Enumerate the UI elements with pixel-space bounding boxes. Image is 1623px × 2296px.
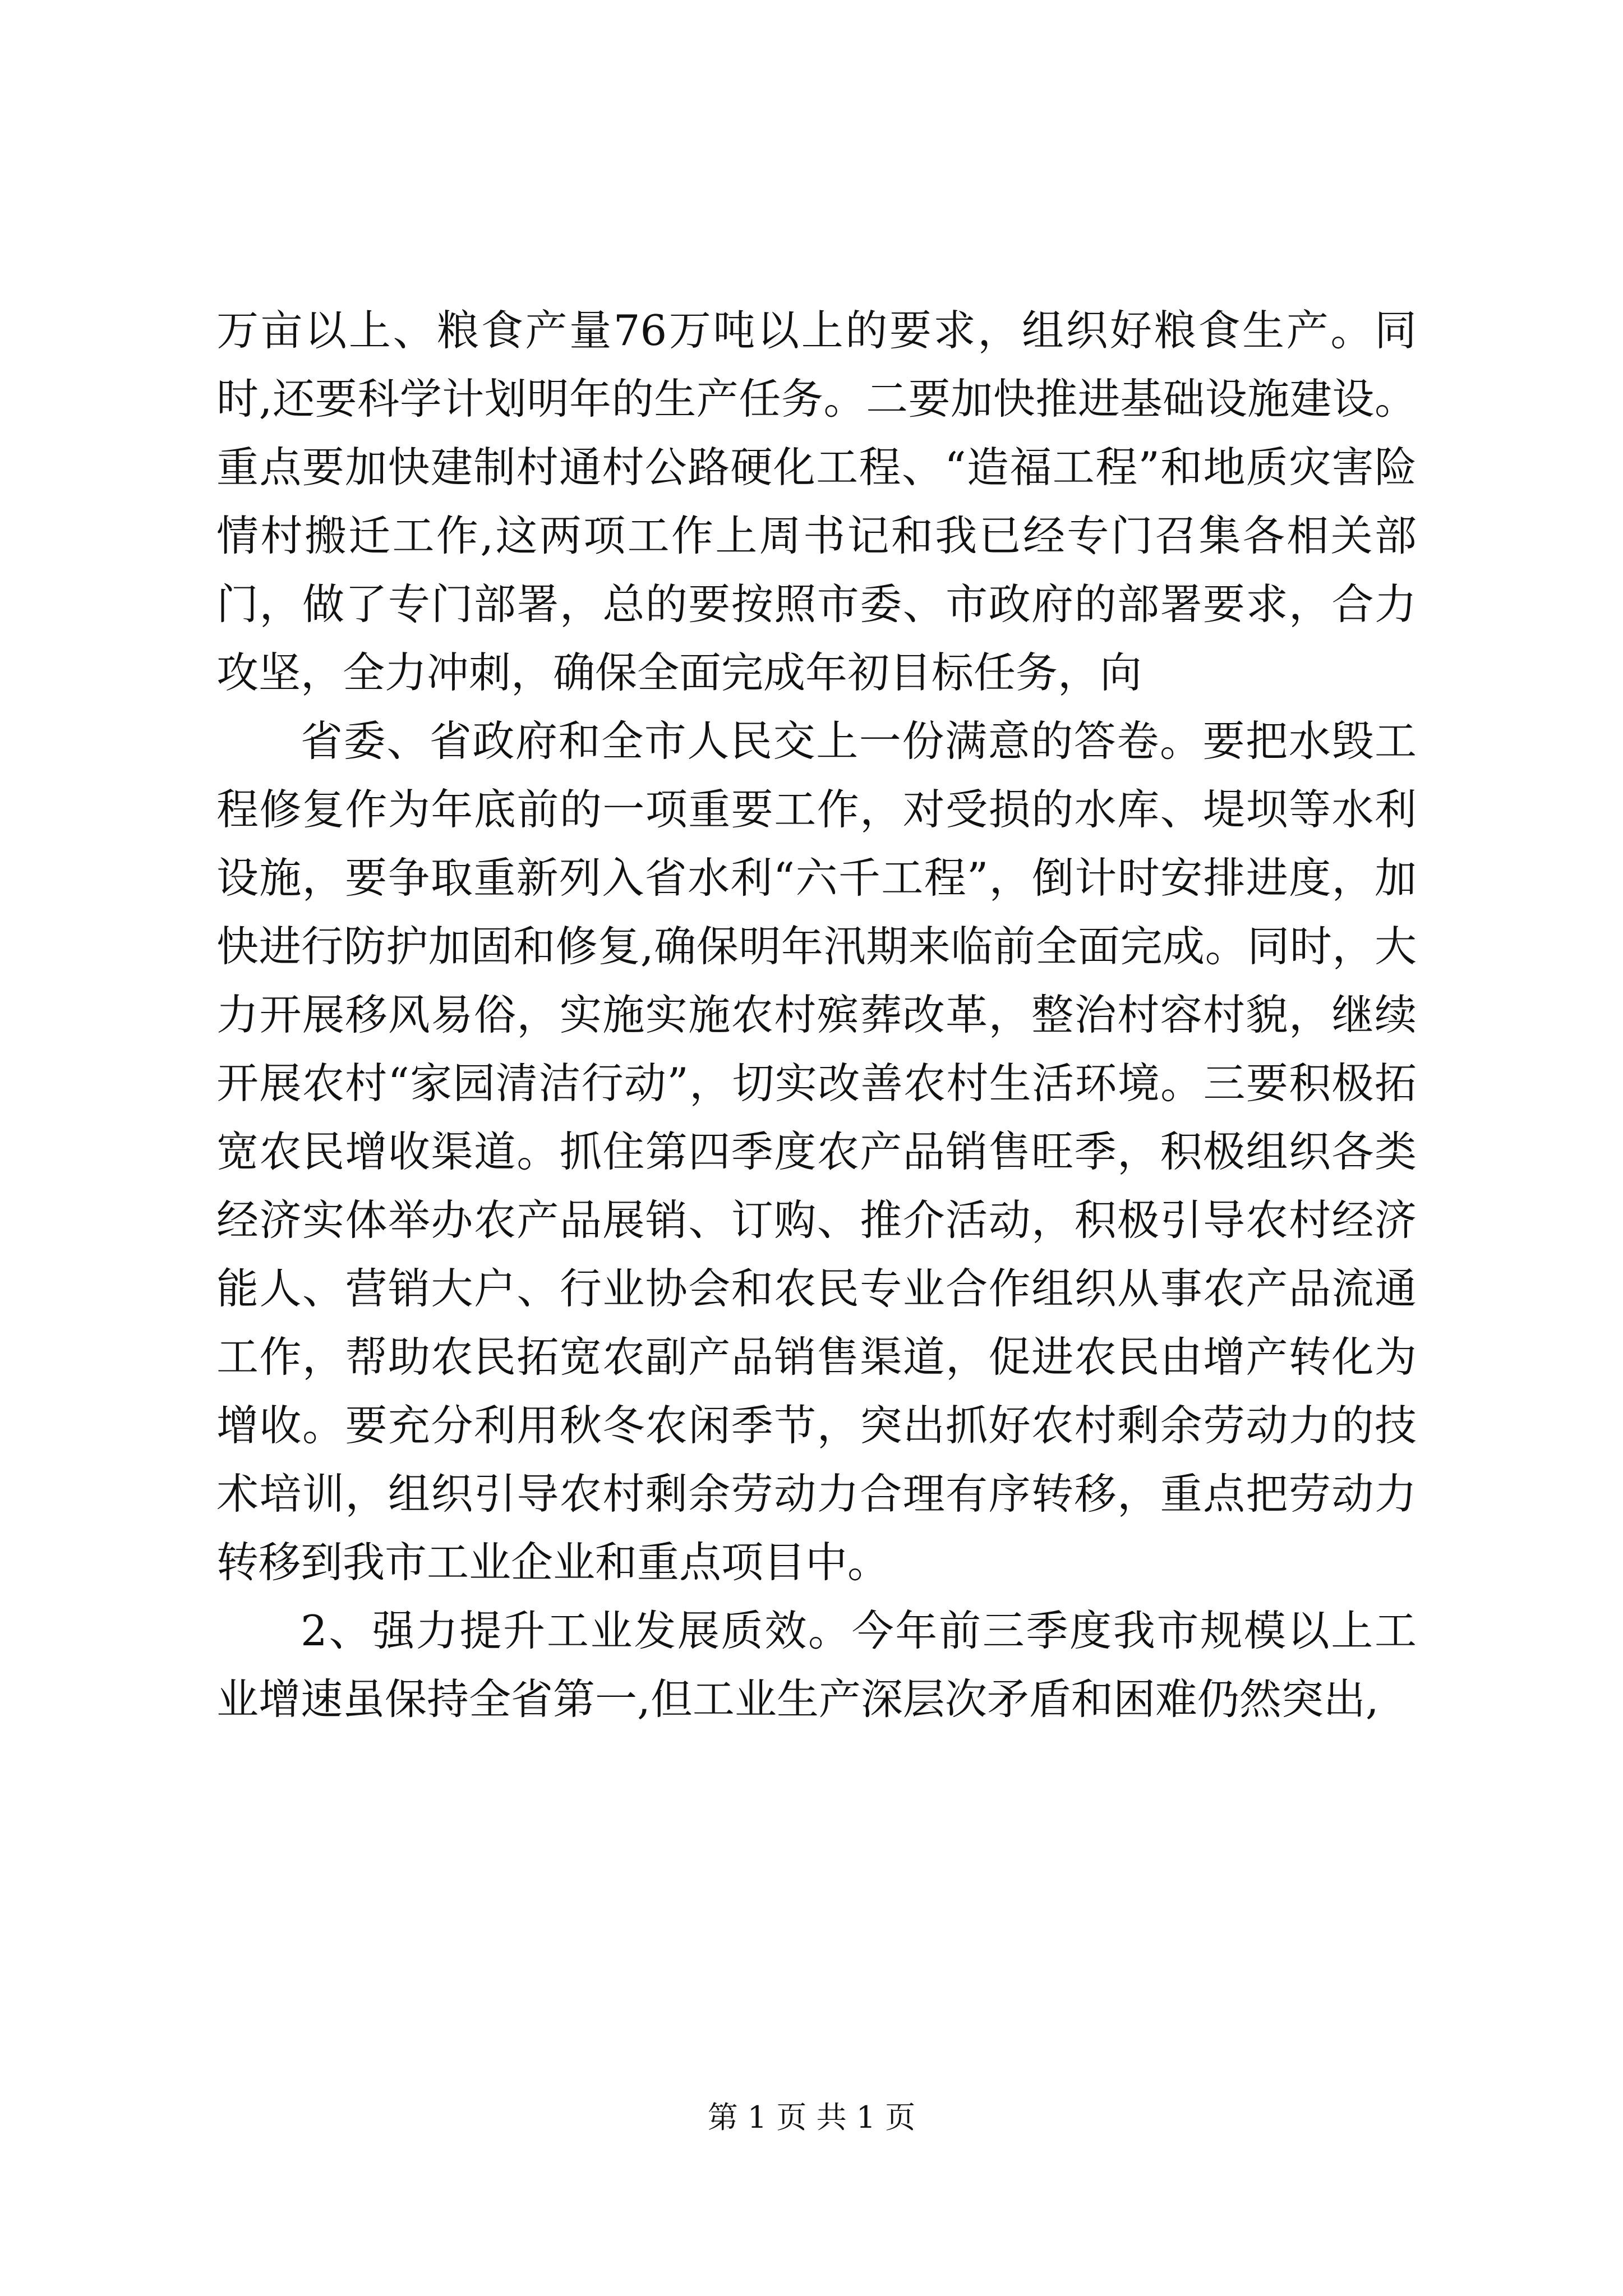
paragraph-2: 省委、省政府和全市人民交上一份满意的答卷。要把水毁工程修复作为年底前的一项重要工作，对受损的水库、堤坝等水利设施，要争取重新列入省水利“六千工程”，倒计时安排进度，加快进行防护加固和修复,确保明年汛期来临前全面完成。同时，大力开展移风易俗，实施实施农村殡葬改革，整治村容村貌，继续开展农村“家园清洁行动”，切实改善农村生活环境。三要积极拓宽农民增收渠道。抓住第四季度农产品销售旺季，积极组织各类经济实体举办农产品展销、订购、推介活动，积极引导农村经济能人、营销大户、行业协会和农民专业合作组织从事农产品流通工作，帮助农民拓宽农副产品销售渠道，促进农民由增产转化为增收。要充分利用秋冬农闲季节，突出抓好农村剩余劳动力的技术培训，组织引导农村剩余劳动力合理有序转移，重点把劳动力转移到我市工业企业和重点项目中。 [216,716,1417,1587]
document-body [216,296,1417,1733]
paragraph-3: 2、强力提升工业发展质效。今年前三季度我市规模以上工业增速虽保持全省第一,但工业生产深层次矛盾和困难仍然突出, [216,1606,1417,1724]
page-number-footer: 第 1 页 共 1 页 [707,2100,916,2135]
paragraph-1: 万亩以上、粮食产量76万吨以上的要求，组织好粮食生产。同时,还要科学计划明年的生产任务。二要加快推进基础设施建设。重点要加快建制村通村公路硬化工程、“造福工程”和地质灾害险情村搬迁工作,这两项工作上周书记和我已经专门召集各相关部门，做了专门部署，总的要按照市委、市政府的部署要求，合力攻坚，全力冲刺，确保全面完成年初目标任务，向 [216,306,1417,697]
